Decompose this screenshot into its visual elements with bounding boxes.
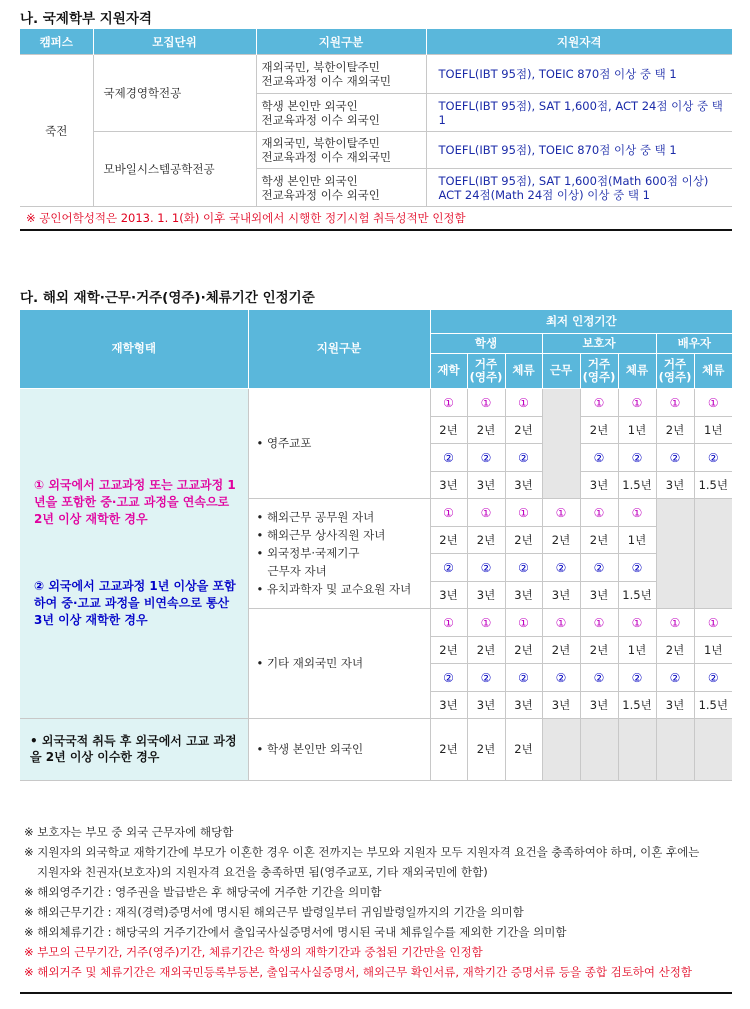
value-cell: 1.5년	[618, 471, 656, 498]
value-cell: 3년	[656, 691, 694, 718]
table-header-row	[20, 310, 732, 333]
mark-cell: ①	[618, 608, 656, 636]
value-cell: 2년	[580, 526, 618, 553]
category-cell: 학생 본인만 외국인 전교육과정 이수 외국인	[256, 169, 426, 207]
table-header-row	[20, 29, 732, 55]
bottom-divider	[20, 992, 732, 994]
col-header-guardian: 보호자	[542, 333, 656, 353]
qualification-cell: TOEFL(IBT 95점), TOEIC 870점 이상 중 택 1	[426, 132, 732, 169]
period-criteria-table	[20, 310, 732, 781]
mark-cell: ①	[505, 388, 542, 416]
value-cell: 3년	[430, 471, 467, 498]
mark-cell: ②	[467, 553, 505, 581]
empty-cell	[580, 718, 618, 780]
value-cell: 2년	[505, 416, 542, 443]
value-cell: 2년	[542, 526, 580, 553]
value-cell: 2년	[580, 636, 618, 663]
value-cell: 1.5년	[618, 581, 656, 608]
unit-cell: 모바일시스템공학전공	[93, 132, 256, 207]
value-cell: 1.5년	[694, 691, 732, 718]
mark-cell: ②	[580, 663, 618, 691]
mark-cell: ②	[505, 553, 542, 581]
value-cell: 2년	[542, 636, 580, 663]
col-header-type: 재학형태	[20, 310, 248, 388]
value-cell: 2년	[467, 416, 505, 443]
col-header-qualification: 지원자격	[426, 29, 732, 55]
value-cell: 3년	[505, 471, 542, 498]
empty-cell	[618, 718, 656, 780]
value-cell: 3년	[542, 691, 580, 718]
col-header-residence: 거주 (영주)	[580, 353, 618, 388]
table-row	[20, 388, 732, 416]
col-header-min-period: 최저 인정기간	[430, 310, 732, 333]
mark-cell: ②	[467, 663, 505, 691]
international-qualification-table	[20, 29, 732, 231]
note-stay-period: ※ 해외체류기간 : 해당국의 거주기간에서 출입국사실증명서에 명시된 국내 체류일수를 제외한 기간을 의미함	[24, 925, 567, 939]
value-cell: 3년	[467, 471, 505, 498]
value-cell: 2년	[580, 416, 618, 443]
col-header-spouse: 배우자	[656, 333, 732, 353]
col-header-attend: 재학	[430, 353, 467, 388]
mark-cell: ②	[505, 663, 542, 691]
col-header-campus: 캠퍼스	[20, 29, 93, 55]
col-header-stay: 체류	[618, 353, 656, 388]
mark-cell: ①	[618, 498, 656, 526]
value-cell: 2년	[430, 526, 467, 553]
value-cell: 3년	[580, 581, 618, 608]
qualification-cell: TOEFL(IBT 95점), SAT 1,600점, ACT 24점 이상 중 택 1	[426, 94, 732, 132]
col-header-student: 학생	[430, 333, 542, 353]
value-cell: 1년	[694, 416, 732, 443]
col-header-stay: 체류	[505, 353, 542, 388]
language-score-note: ※ 공인어학성적은 2013. 1. 1(화) 이후 국내외에서 시행한 정기시험 취득성적만 인정함	[20, 207, 732, 231]
value-cell: 1.5년	[618, 691, 656, 718]
value-cell: 2년	[656, 416, 694, 443]
mark-cell: ①	[467, 608, 505, 636]
value-cell: 3년	[505, 691, 542, 718]
value-cell: 3년	[467, 581, 505, 608]
mark-cell: ②	[694, 443, 732, 471]
mark-cell: ②	[542, 553, 580, 581]
mark-cell: ①	[694, 388, 732, 416]
table-note-row	[20, 207, 732, 231]
mark-cell: ①	[542, 498, 580, 526]
mark-cell: ①	[618, 388, 656, 416]
value-cell: 2년	[505, 636, 542, 663]
col-header-stay: 체류	[694, 353, 732, 388]
col-header-residence: 거주 (영주)	[467, 353, 505, 388]
mark-cell: ②	[430, 553, 467, 581]
mark-cell: ②	[430, 443, 467, 471]
empty-cell	[694, 498, 732, 608]
col-header-category: 지원구분	[256, 29, 426, 55]
note-overlap: ※ 부모의 근무기간, 거주(영주)기간, 체류기간은 학생의 재학기간과 중첩된 기간만을 인정함	[24, 945, 483, 959]
mark-cell: ①	[656, 608, 694, 636]
section-title-international: 나. 국제학부 지원자격	[20, 11, 152, 27]
mark-cell: ①	[694, 608, 732, 636]
value-cell: 3년	[467, 691, 505, 718]
category-cell: • 해외근무 공무원 자녀 • 해외근무 상사직원 자녀 • 외국정부·국제기구 근무자 자녀 • 유치과학자 및 교수요원 자녀	[248, 498, 430, 608]
value-cell: 1년	[618, 636, 656, 663]
value-cell: 2년	[505, 718, 542, 780]
mark-cell: ②	[618, 443, 656, 471]
mark-cell: ②	[467, 443, 505, 471]
qualification-cell: TOEFL(IBT 95점), SAT 1,600점(Math 600점 이상) ACT 24점(Math 24점 이상) 이상 중 택 1	[426, 169, 732, 207]
mark-cell: ①	[542, 608, 580, 636]
empty-cell	[656, 498, 694, 608]
study-type-consecutive: ① 외국에서 고교과정 또는 고교과정 1년을 포함한 중·고교 과정을 연속으로 2년 이상 재학한 경우	[34, 478, 236, 526]
mark-cell: ②	[542, 663, 580, 691]
col-header-category: 지원구분	[248, 310, 430, 388]
value-cell: 2년	[467, 636, 505, 663]
category-cell: 재외국민, 북한이탈주민 전교육과정 이수 재외국민	[256, 132, 426, 169]
unit-cell: 국제경영학전공	[93, 55, 256, 132]
note-guardian: ※ 보호자는 부모 중 외국 근무자에 해당함	[24, 825, 234, 839]
category-cell: • 학생 본인만 외국인	[248, 718, 430, 780]
value-cell: 3년	[542, 581, 580, 608]
empty-cell	[656, 718, 694, 780]
study-type-foreign-nationality: • 외국국적 취득 후 외국에서 고교 과정을 2년 이상 이수한 경우	[30, 734, 237, 764]
category-cell: • 영주교포	[248, 388, 430, 498]
value-cell: 1년	[694, 636, 732, 663]
value-cell: 3년	[505, 581, 542, 608]
value-cell: 1년	[618, 416, 656, 443]
mark-cell: ①	[430, 498, 467, 526]
value-cell: 3년	[580, 691, 618, 718]
value-cell: 1년	[618, 526, 656, 553]
notes-section	[24, 822, 736, 982]
value-cell: 3년	[580, 471, 618, 498]
mark-cell: ①	[430, 608, 467, 636]
value-cell: 2년	[467, 718, 505, 780]
empty-cell	[542, 388, 580, 498]
value-cell: 2년	[467, 526, 505, 553]
mark-cell: ①	[467, 498, 505, 526]
category-cell: 재외국민, 북한이탈주민 전교육과정 이수 재외국민	[256, 55, 426, 94]
value-cell: 1.5년	[694, 471, 732, 498]
note-residence-period: ※ 해외영주기간 : 영주권을 발급받은 후 해당국에 거주한 기간을 의미함	[24, 885, 382, 899]
mark-cell: ②	[694, 663, 732, 691]
empty-cell	[542, 718, 580, 780]
mark-cell: ②	[618, 553, 656, 581]
note-work-period: ※ 해외근무기간 : 재직(경력)증명서에 명시된 해외근무 발령일부터 귀임발령일까지의 기간을 의미함	[24, 905, 524, 919]
note-documents: ※ 해외거주 및 체류기간은 재외국민등록부등본, 출입국사실증명서, 해외근무 확인서류, 재학기간 증명서류 등을 종합 검토하여 산정함	[24, 965, 693, 979]
value-cell: 2년	[656, 636, 694, 663]
value-cell: 2년	[505, 526, 542, 553]
value-cell: 3년	[430, 581, 467, 608]
mark-cell: ②	[580, 553, 618, 581]
study-type-cell	[20, 388, 248, 718]
mark-cell: ①	[505, 608, 542, 636]
table-row	[20, 132, 732, 169]
mark-cell: ①	[656, 388, 694, 416]
study-type-nonconsecutive: ② 외국에서 고교과정 1년 이상을 포함하여 중·고교 과정을 비연속으로 통산 3년 이상 재학한 경우	[34, 579, 236, 627]
mark-cell: ②	[618, 663, 656, 691]
value-cell: 2년	[430, 416, 467, 443]
value-cell: 2년	[430, 718, 467, 780]
mark-cell: ①	[430, 388, 467, 416]
col-header-residence: 거주 (영주)	[656, 353, 694, 388]
mark-cell: ①	[580, 608, 618, 636]
mark-cell: ①	[580, 498, 618, 526]
table-row	[20, 718, 732, 780]
mark-cell: ②	[656, 663, 694, 691]
section-title-period: 다. 해외 재학·근무·거주(영주)·체류기간 인정기준	[20, 290, 315, 306]
value-cell: 2년	[430, 636, 467, 663]
mark-cell: ②	[656, 443, 694, 471]
empty-cell	[694, 718, 732, 780]
qualification-cell: TOEFL(IBT 95점), TOEIC 870점 이상 중 택 1	[426, 55, 732, 94]
table-row	[20, 55, 732, 94]
mark-cell: ①	[505, 498, 542, 526]
mark-cell: ①	[580, 388, 618, 416]
col-header-unit: 모집단위	[93, 29, 256, 55]
campus-cell: 죽전	[20, 55, 93, 207]
mark-cell: ①	[467, 388, 505, 416]
col-header-work: 근무	[542, 353, 580, 388]
value-cell: 3년	[656, 471, 694, 498]
value-cell: 3년	[430, 691, 467, 718]
mark-cell: ②	[505, 443, 542, 471]
note-divorce-cont: 지원자와 친권자(보호자)의 지원자격 요건을 충족하면 됨(영주교포, 기타 재외국민에 한함)	[37, 865, 488, 879]
category-cell: 학생 본인만 외국인 전교육과정 이수 외국인	[256, 94, 426, 132]
category-cell: • 기타 재외국민 자녀	[248, 608, 430, 718]
study-type-cell	[20, 718, 248, 780]
note-divorce: ※ 지원자의 외국학교 재학기간에 부모가 이혼한 경우 이혼 전까지는 부모와 지원자 모두 지원자격 요건을 충족하여야 하며, 이혼 후에는	[24, 845, 700, 859]
mark-cell: ②	[430, 663, 467, 691]
mark-cell: ②	[580, 443, 618, 471]
